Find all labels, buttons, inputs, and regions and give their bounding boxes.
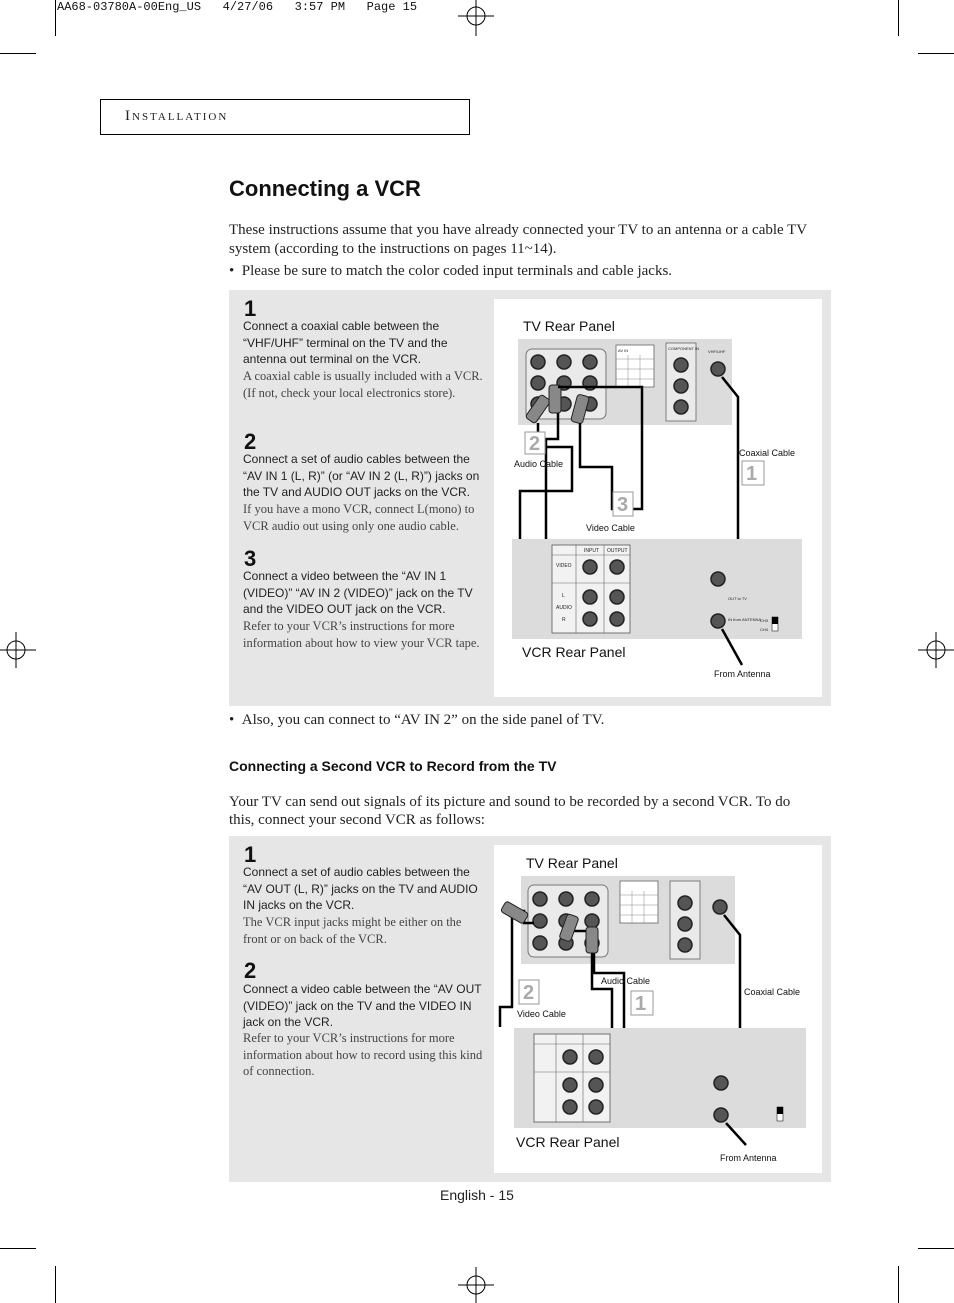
registration-mark-icon <box>458 1267 494 1303</box>
component-label: COMPONENT IN <box>668 346 700 351</box>
section-label: Installation <box>125 108 229 124</box>
vcr-rear-panel-label: VCR Rear Panel <box>522 644 626 660</box>
bullet-icon: • <box>229 263 235 279</box>
ch4-label: CH4 <box>760 627 769 632</box>
crop-mark <box>918 53 954 54</box>
crop-mark <box>918 1248 954 1249</box>
step-number: 1 <box>244 842 257 867</box>
registration-mark-icon <box>918 632 954 668</box>
plug-icon <box>586 927 598 953</box>
step-note: Refer to your VCR’s instructions for more information about how to view your VCR tape. <box>243 619 480 650</box>
callout-number: 2 <box>523 982 535 1004</box>
out-to-tv-label: OUT to TV <box>728 596 747 601</box>
step-note: If you have a mono VCR, connect L(mono) to VCR audio out using only one audio cable. <box>243 502 475 533</box>
vcr-audio-label: AUDIO <box>556 605 572 611</box>
coax-jack-icon <box>711 614 725 628</box>
crop-mark <box>55 1266 56 1303</box>
step-note: A coaxial cable is usually included with a VCR. (If not, check your local electronics store). <box>243 369 483 400</box>
from-antenna-label: From Antenna <box>714 669 771 679</box>
ch3-label: CH3 <box>760 618 769 623</box>
coaxial-cable-label: Coaxial Cable <box>739 448 796 458</box>
step-text: Connect a set of audio cables between the “AV OUT (L, R)” jacks on the TV and AUDIO IN jacks on the VCR. <box>243 865 478 912</box>
vcr-l-label: L <box>562 593 565 599</box>
coax-jack-icon <box>711 572 725 586</box>
step-text: Connect a video cable between the “AV OUT (VIDEO)” jack on the TV and the VIDEO IN jack on the VCR. <box>243 982 482 1029</box>
second-vcr-paragraph: Your TV can send out signals of its picture and sound to be recorded by a second VCR. To do this, connect your second VCR as follows: <box>229 794 791 828</box>
video-cable-label: Video Cable <box>586 523 635 533</box>
page-footer: English - 15 <box>440 1187 514 1203</box>
step-number: 3 <box>244 546 257 571</box>
crop-mark <box>898 0 899 36</box>
vhf-uhf-jack-icon <box>713 900 727 914</box>
step-text: Connect a coaxial cable between the “VHF/UHF” terminal on the TV and the antenna out terminal on the VCR. <box>243 319 448 366</box>
av-table <box>620 881 658 923</box>
channel-switch-knob <box>777 1107 783 1114</box>
subheading: Connecting a Second VCR to Record from the TV <box>229 758 557 774</box>
tv-rear-panel-label: TV Rear Panel <box>523 318 615 334</box>
plug-icon <box>549 385 561 413</box>
vcr-rear-panel-label: VCR Rear Panel <box>516 1134 620 1150</box>
callout-number: 1 <box>635 993 647 1015</box>
from-antenna-label: From Antenna <box>720 1153 777 1163</box>
vcr-input-label: INPUT <box>584 548 599 554</box>
callout-number: 1 <box>746 463 758 485</box>
step-text: Connect a set of audio cables between the “AV IN 1 (L, R)” (or “AV IN 2 (L, R)”) jacks on the TV and AUDIO OUT jacks on the VCR. <box>243 452 480 499</box>
audio-cable-label: Audio Cable <box>514 459 564 469</box>
vcr-output-label: OUTPUT <box>607 548 628 554</box>
step-number: 1 <box>244 296 257 321</box>
vhf-uhf-label: VHF/UHF <box>708 349 726 354</box>
crop-mark <box>55 0 56 36</box>
callout-number: 2 <box>529 433 541 455</box>
vcr-video-label: VIDEO <box>556 563 572 569</box>
crop-mark <box>0 1248 36 1249</box>
registration-mark-icon <box>458 0 494 36</box>
step-number: 2 <box>244 958 257 983</box>
coax-jack-icon <box>714 1076 728 1090</box>
page-title: Connecting a VCR <box>229 176 421 201</box>
registration-mark-icon <box>0 632 36 668</box>
channel-switch-knob <box>772 617 778 624</box>
vcr-r-label: R <box>562 617 566 623</box>
coax-jack-icon <box>714 1108 728 1122</box>
intro-paragraph: These instructions assume that you have already connected your TV to an antenna or a cable TV system (according to the instructions on pages 11~14). <box>229 222 807 257</box>
in-from-antenna-label: IN from ANTENNA <box>728 617 762 622</box>
av-in-label: AV IN <box>618 348 629 353</box>
step-text: Connect a video between the “AV IN 1 (VIDEO)” “AV IN 2 (VIDEO)” jack on the TV and the VIDEO OUT jack on the VCR. <box>243 569 473 616</box>
bullet-icon: • <box>229 712 235 728</box>
crop-mark <box>898 1266 899 1303</box>
vhf-uhf-jack-icon <box>711 362 725 376</box>
print-slug: AA68-03780A-00Eng_US 4/27/06 3:57 PM Page 15 <box>57 0 418 14</box>
bullet-text: Please be sure to match the color coded input terminals and cable jacks. <box>241 263 673 279</box>
second-vcr-diagram <box>494 845 822 1173</box>
audio-cable-label: Audio Cable <box>601 976 651 986</box>
step-note: Refer to your VCR’s instructions for more information about how to record using this kind of connection. <box>243 1031 483 1078</box>
step-note: The VCR input jacks might be either on the front or on back of the VCR. <box>243 915 462 946</box>
step-number: 2 <box>244 429 257 454</box>
coaxial-cable-label: Coaxial Cable <box>744 987 801 997</box>
tv-rear-panel-label: TV Rear Panel <box>526 855 618 871</box>
crop-mark <box>0 53 36 54</box>
bullet-text: Also, you can connect to “AV IN 2” on the side panel of TV. <box>241 712 605 728</box>
bullet-av-in-2 <box>229 711 604 730</box>
callout-number: 3 <box>617 494 629 516</box>
vcr-connection-diagram <box>494 299 822 697</box>
video-cable-label: Video Cable <box>517 1009 566 1019</box>
bullet-color-coded <box>229 262 672 281</box>
